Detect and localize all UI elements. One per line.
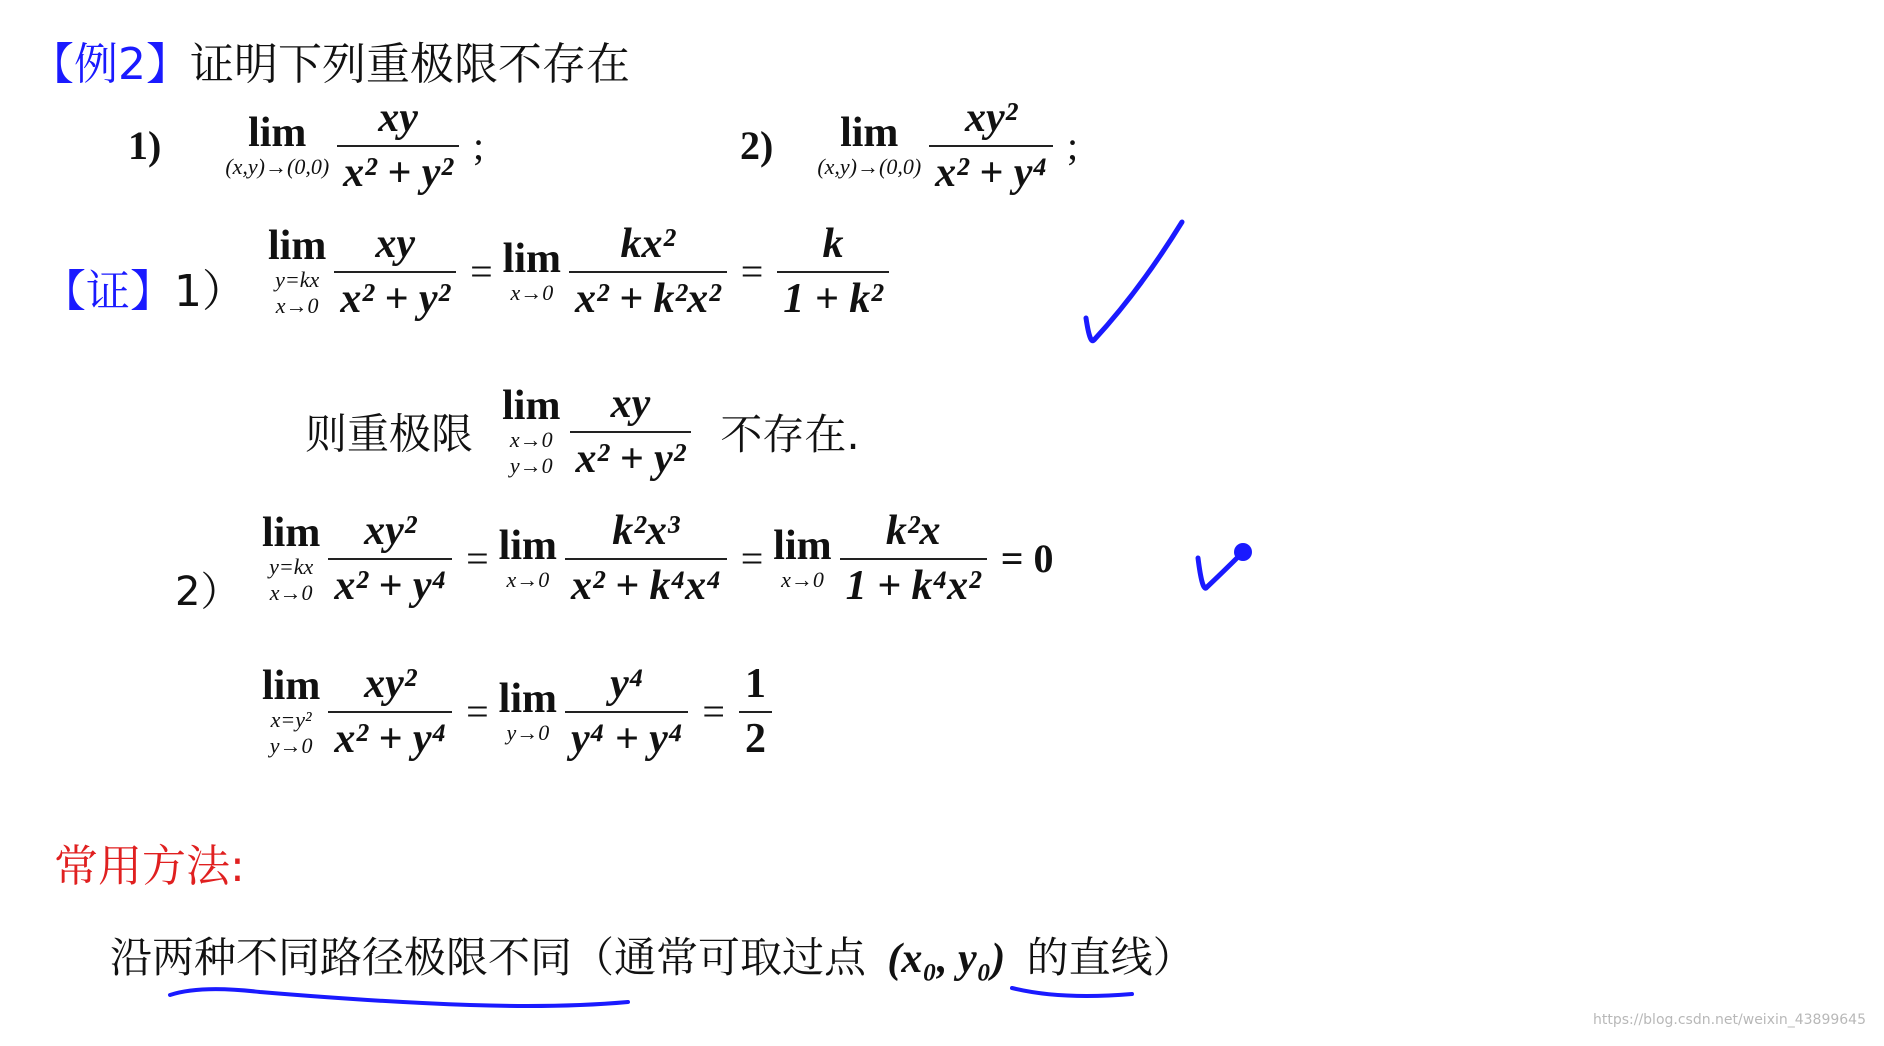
proof-tag: 【证】1） xyxy=(42,266,246,317)
limit-operator: lim x→0 y→0 xyxy=(502,383,561,478)
limit-operator: lim x→0 xyxy=(502,235,561,305)
question-2-label: 2) xyxy=(740,123,774,168)
limit-operator: lim x=y² y→0 xyxy=(262,663,321,758)
question-2-fraction: $\frac{\text{xy²}}{\text{x² + y⁴}}$ xyxy=(929,92,1053,199)
proof-2-equation-a: lim y=kx x→0 $\frac{\text{xy²}}{\text{x² + y⁴}}$ = lim x→0 $\frac{\text{k²x³}}{\text{x² + k⁴x⁴}}$ = lim x→0 $\frac{\text{k²x}}{\text{1 + k⁴x²}}$ = 0 xyxy=(262,508,1054,609)
methods-text-end: 的直线） xyxy=(1026,933,1195,982)
methods-heading: 常用方法: xyxy=(54,841,245,892)
proof-1-conclusion: 则重极限 lim x→0 y→0 $\frac{xy}{\text{x² + y²}}$ 不存在. xyxy=(305,381,860,482)
limit-operator: lim y→0 xyxy=(498,675,557,745)
limit-operator: lim x→0 xyxy=(773,522,832,592)
example-tag: 【例2】 xyxy=(30,39,190,90)
proof-1-equation: lim y=kx x→0 $\frac{xy}{\text{x² + y²}}$ = lim x→0 $\frac{\text{kx²}}{\text{x² + k²x²}}$ = $\frac{k}{\text{1 + k²}}$ xyxy=(268,218,893,325)
check-mark-1 xyxy=(1086,222,1182,341)
limit-operator: lim x→0 xyxy=(498,522,557,592)
watermark: https://blog.csdn.net/weixin_43899645 xyxy=(1592,1012,1866,1028)
proof-2-label: 2） xyxy=(175,569,241,615)
methods-text-paren: （通常可取过点 xyxy=(572,933,867,982)
question-1-fraction: $\frac{xy}{\text{x² + y²}}$ xyxy=(337,92,459,199)
example-title: 证明下列重极限不存在 xyxy=(190,39,630,90)
underline-methods-main xyxy=(170,989,628,1006)
underline-point xyxy=(1012,988,1132,996)
question-1: 1) lim (x,y)→(0,0) $\frac{xy}{\text{x² + y²}}$ ; xyxy=(128,92,490,199)
methods-text-main: 沿两种不同路径极限不同 xyxy=(110,933,573,982)
proof-2-equation-b: lim x=y² y→0 $\frac{\text{xy²}}{\text{x² + y⁴}}$ = lim y→0 $\frac{\text{y⁴}}{\text{y⁴ + y⁴}}$ = $\frac{1}{2}$ xyxy=(262,658,776,765)
limit-operator: lim (x,y)→(0,0) xyxy=(225,109,330,179)
check-mark-2-dot xyxy=(1234,543,1252,561)
question-2: 2) lim (x,y)→(0,0) $\frac{\text{xy²}}{\text{x² + y⁴}}$ ; xyxy=(740,92,1084,199)
methods-point: (x₀, y₀) xyxy=(887,936,1006,982)
limit-operator: lim (x,y)→(0,0) xyxy=(817,109,922,179)
limit-operator: lim y=kx x→0 xyxy=(268,223,327,318)
proof-1-label: 1） xyxy=(174,266,246,317)
question-1-label: 1) xyxy=(128,123,162,168)
check-mark-2 xyxy=(1198,555,1240,588)
limit-operator: lim y=kx x→0 xyxy=(262,510,321,605)
